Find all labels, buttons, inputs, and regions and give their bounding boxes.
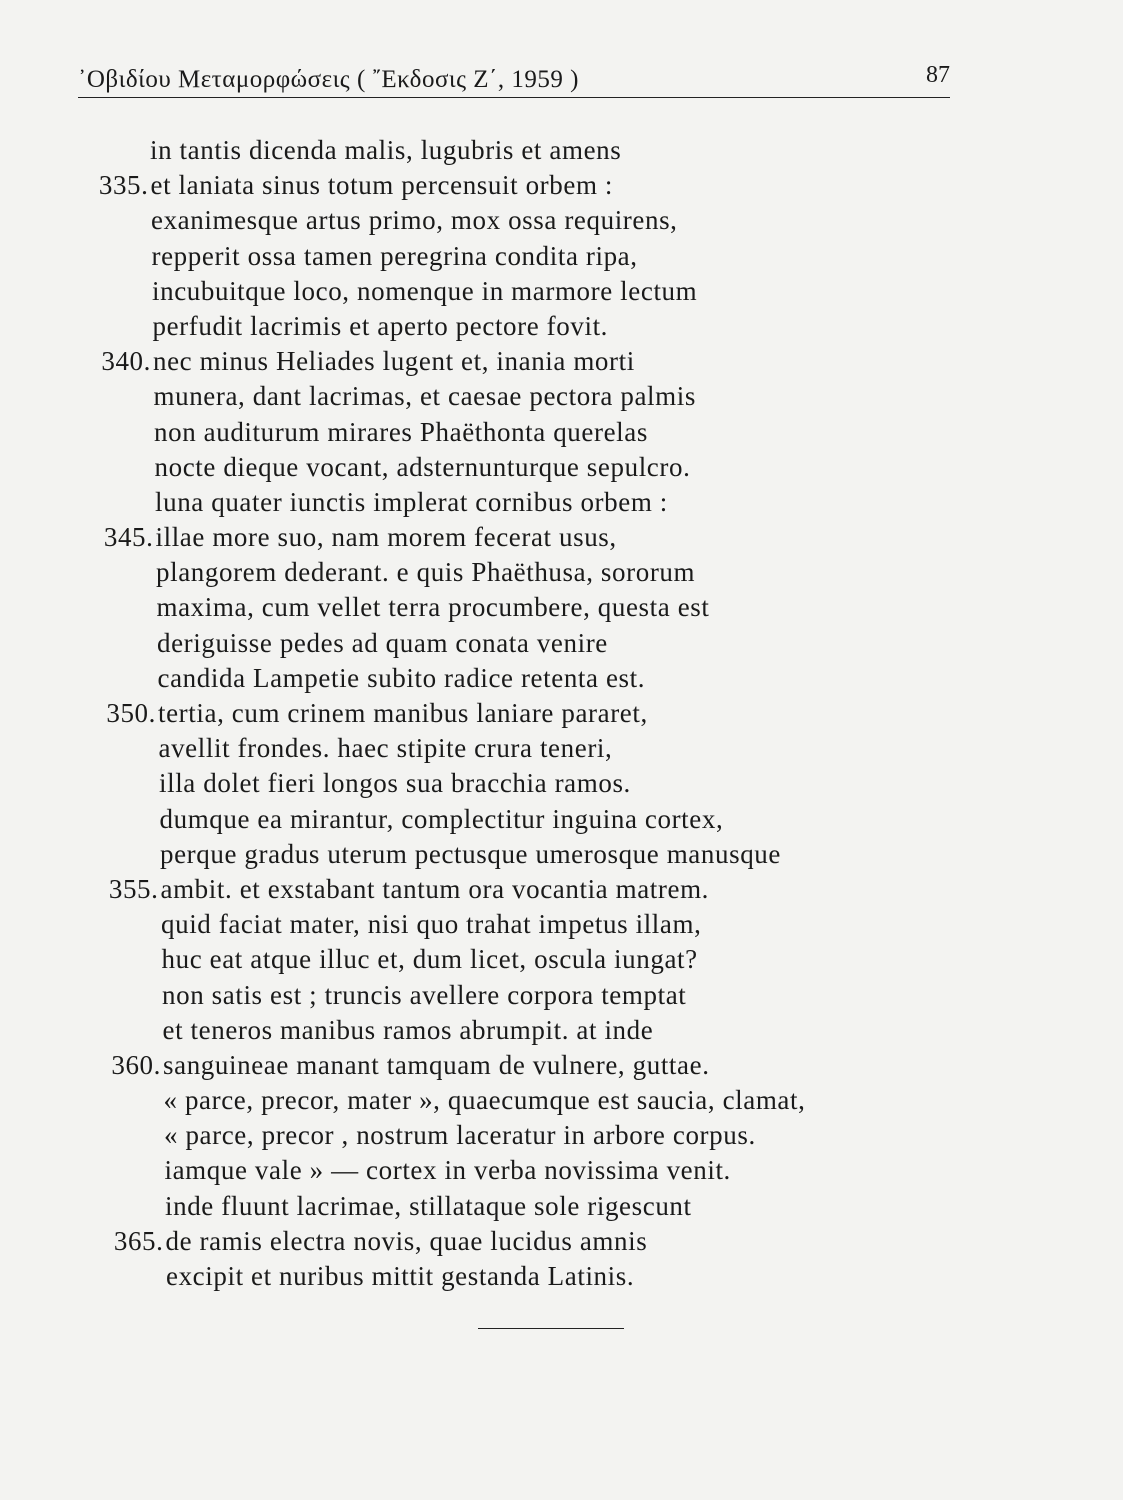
verse-text: inde fluunt lacrimae, stillataque sole rigescunt xyxy=(165,1190,692,1221)
verse-line xyxy=(80,1013,980,1048)
verse-line xyxy=(80,203,980,238)
verse-line xyxy=(80,696,980,731)
verse-line xyxy=(80,978,980,1013)
verse-line xyxy=(80,766,980,801)
verse-text: excipit et nuribus mittit gestanda Latinis. xyxy=(166,1261,635,1291)
verse-line xyxy=(80,344,980,379)
verse-text: et laniata sinus totum percensuit orbem : xyxy=(150,170,613,201)
verse-text: huc eat atque illuc et, dum licet, oscula iungat? xyxy=(161,944,698,975)
verse-line xyxy=(80,626,980,661)
verse-text: et teneros manibus ramos abrumpit. at inde xyxy=(162,1014,654,1045)
verse-line xyxy=(80,907,980,942)
verse-text: repperit ossa tamen peregrina condita ripa, xyxy=(151,240,638,271)
verse-line xyxy=(80,837,980,872)
verse-text: non satis est ; truncis avellere corpora temptat xyxy=(162,979,687,1010)
verse-text: sanguineae manant tamquam de vulnere, guttae. xyxy=(163,1049,710,1080)
verse-line xyxy=(80,520,980,555)
verse-line xyxy=(80,450,980,485)
verse-number: 360. xyxy=(111,1049,161,1080)
verse-line xyxy=(80,168,980,203)
verse-text: tertia, cum crinem manibus laniare pararet, xyxy=(158,698,648,728)
verse-number: 340. xyxy=(101,346,151,377)
verse-line xyxy=(80,274,980,309)
verse-text: incubuitque loco, nomenque in marmore lectum xyxy=(152,275,698,306)
verse-line xyxy=(80,661,980,696)
verse-line xyxy=(80,942,980,977)
verse-line xyxy=(80,379,980,414)
verse-text: candida Lampetie subito radice retenta est. xyxy=(157,662,646,693)
verse-text: plangorem dederant. e quis Phaëthusa, sororum xyxy=(156,557,696,588)
verse-line xyxy=(80,1048,980,1083)
verse-text: munera, dant lacrimas, et caesae pectora palmis xyxy=(153,381,696,412)
verse-text: dumque ea mirantur, complectitur inguina cortex, xyxy=(159,803,724,834)
header-rule xyxy=(78,97,950,98)
verse-text: in tantis dicenda malis, lugubris et amens xyxy=(150,135,622,165)
verse-line xyxy=(80,485,980,520)
verse-line xyxy=(80,590,980,625)
page-number: 87 xyxy=(926,62,950,88)
verse-line xyxy=(80,802,980,837)
verse-text: iamque vale » — cortex in verba novissima venit. xyxy=(164,1155,731,1186)
end-rule xyxy=(478,1328,624,1329)
verse-text: « parce, precor, mater », quaecumque est saucia, clamat, xyxy=(163,1085,806,1116)
running-head xyxy=(78,62,950,100)
verse-line xyxy=(80,1083,980,1118)
verse-line xyxy=(80,731,980,766)
verse-number: 350. xyxy=(106,698,156,728)
verse-line xyxy=(80,239,980,274)
verse-text: non auditurum mirares Phaëthonta querelas xyxy=(154,416,648,447)
verse-text: nocte dieque vocant, adsternunturque sepulcro. xyxy=(154,451,691,482)
verse-line xyxy=(80,872,980,907)
verse-line xyxy=(80,415,980,450)
verse-text: illae more suo, nam morem fecerat usus, xyxy=(155,522,617,553)
verse-line xyxy=(80,1224,980,1259)
verse-line xyxy=(80,133,980,168)
verse-text: quid faciat mater, nisi quo trahat impetus illam, xyxy=(161,909,702,940)
verse-line xyxy=(80,1189,980,1224)
verse-text: de ramis electra novis, quae lucidus amnis xyxy=(165,1225,648,1256)
verse-number: 345. xyxy=(103,522,154,553)
verse-text: exanimesque artus primo, mox ossa requirens, xyxy=(151,205,678,236)
verse-text: illa dolet fieri longos sua bracchia ramos. xyxy=(159,768,631,799)
verse-text: maxima, cum vellet terra procumbere, questa est xyxy=(156,592,710,623)
verse-text: avellit frondes. haec stipite crura teneri, xyxy=(158,733,613,764)
verse-text: « parce, precor , nostrum laceratur in arbore corpus. xyxy=(164,1120,756,1151)
verse-line xyxy=(80,555,980,590)
verse-line xyxy=(80,1259,980,1294)
verse-text: nec minus Heliades lugent et, inania morti xyxy=(153,346,635,377)
verse-line xyxy=(80,1118,980,1153)
verse-text: perque gradus uterum pectusque umerosque manusque xyxy=(160,838,781,869)
running-title: ᾿Οβιδίου Μεταμορφώσεις ( ῎Εκδοσις Ζ΄, 1959 ) xyxy=(78,66,579,93)
verse-line xyxy=(80,309,980,344)
verse-text: deriguisse pedes ad quam conata venire xyxy=(157,627,608,658)
verse-number: 335. xyxy=(98,170,149,201)
verse-number: 355. xyxy=(108,873,159,904)
verse-number: 365. xyxy=(113,1225,164,1256)
verse-text: ambit. et exstabant tantum ora vocantia matrem. xyxy=(160,873,710,904)
verse-text: perfudit lacrimis et aperto pectore fovit. xyxy=(152,310,609,341)
verse-block xyxy=(80,133,980,1294)
verse-text: luna quater iunctis implerat cornibus orbem : xyxy=(155,486,668,517)
verse-line xyxy=(80,1153,980,1188)
